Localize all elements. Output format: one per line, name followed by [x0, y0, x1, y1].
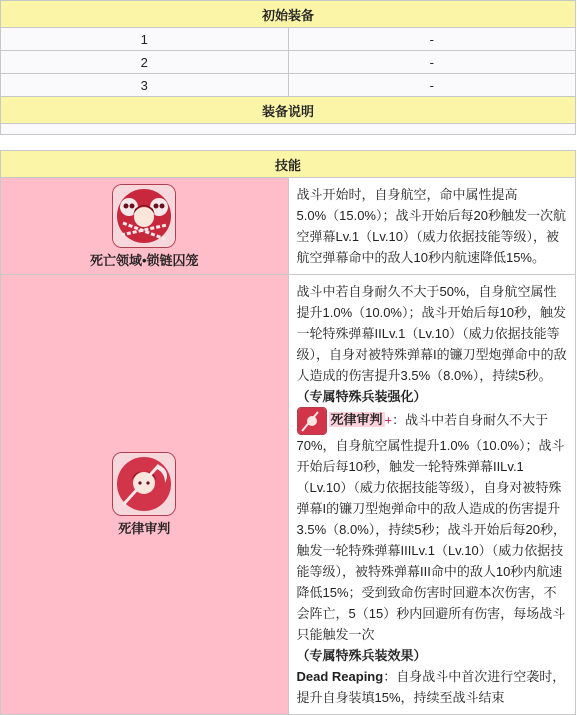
exclusive-effect-label: （专属特殊兵装效果） [296, 648, 427, 663]
upgrade-description: ：战斗中若自身耐久不大于70%，自身航空属性提升1.0%（10.0%）；战斗开始后每10秒，触发一轮特殊弹幕IILv.1（Lv.10）（威力依据技能等级），自身对被特殊弹幕I的镰刀型炮弹命中的敌人造成的伤害提升3.5%（8.0%），持续5秒；战斗开始后每20秒，触发一轮特殊弹幕IIILv.1（Lv.10）（威力依据技能等级），被特殊弹幕III命中的敌人10秒内航速降低15%；受到致命伤害时回避本次伤害，不会阵亡，5（15）秒内回避所有伤害，每场战斗只能触发一次 [296, 412, 566, 642]
equipment-value: - [288, 51, 576, 74]
equipment-row [1, 28, 576, 51]
equipment-value: - [288, 28, 576, 51]
skill-name: 死亡领域•锁链囚笼 [89, 252, 199, 268]
equipment-row [1, 74, 576, 97]
skill-row [1, 275, 576, 715]
equipment-slot: 1 [1, 28, 289, 51]
scythe-judgment-skill-icon [112, 452, 176, 516]
skill-description: 战斗开始时，自身航空，命中属性提高5.0%（15.0%）；战斗开始后每20秒触发一次航空弹幕Lv.1（Lv.10）（威力依据技能等级），被航空弹幕命中的敌人10秒内航速降低15%。 [288, 178, 576, 275]
initial-equipment-table [0, 0, 576, 135]
equipment-desc-body [1, 124, 576, 135]
skills-header: 技能 [1, 151, 576, 178]
initial-equipment-header: 初始装备 [1, 1, 576, 28]
effect-description: ：自身战斗中首次进行空袭时，提升自身装填15%，持续至战斗结束 [296, 669, 566, 705]
equipment-slot: 2 [1, 51, 289, 74]
upgraded-skill-text [297, 407, 568, 645]
upgrade-skill-name: 死律审判 [330, 412, 383, 428]
skull-chain-skill-icon [112, 184, 176, 248]
equipment-value: - [288, 74, 576, 97]
scythe-judgment-small-icon [297, 407, 327, 435]
skill-name: 死律审判 [118, 521, 171, 536]
skill-description: 战斗中若自身耐久不大于50%，自身航空属性提升1.0%（10.0%）；战斗开始后每10秒，触发一轮特殊弹幕IILv.1（Lv.10）（威力依据技能等级），自身对被特殊弹幕I的镰刀型炮弹命中的敌人造成的伤害提升3.5%（8.0%），持续5秒。 [296, 284, 567, 383]
upgrade-plus-mark: + [384, 412, 393, 428]
skill-name-cell [1, 178, 289, 275]
equipment-row [1, 51, 576, 74]
equipment-slot: 3 [1, 74, 289, 97]
skill-row [1, 178, 576, 275]
skill-description-block [288, 275, 576, 715]
effect-name: Dead Reaping [296, 669, 384, 684]
skill-name-cell [1, 275, 289, 715]
skills-table [0, 150, 576, 715]
effect-text [297, 666, 568, 708]
equipment-desc-header: 装备说明 [1, 97, 576, 124]
exclusive-enhance-label: （专属特殊兵装强化） [296, 389, 427, 404]
